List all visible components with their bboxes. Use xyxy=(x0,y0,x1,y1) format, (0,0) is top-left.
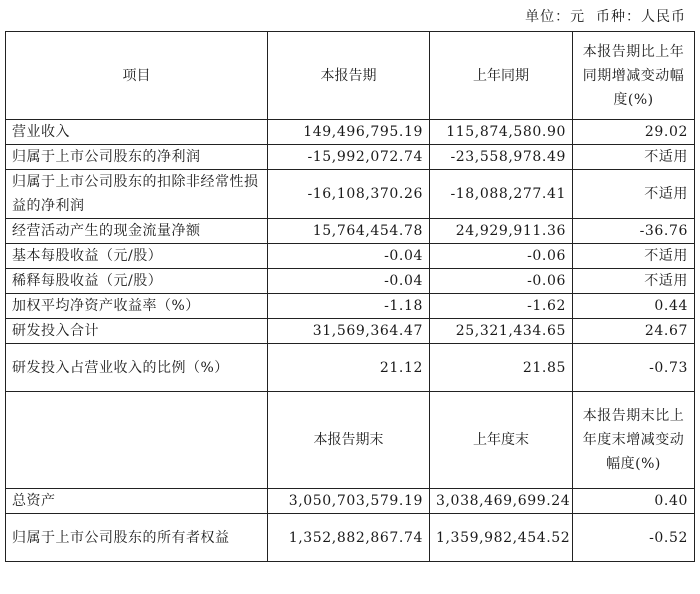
unit-currency-line xyxy=(525,6,686,26)
table-row xyxy=(6,269,695,294)
prior-value: -0.06 xyxy=(430,269,573,294)
current-value: 3,050,703,579.19 xyxy=(268,489,430,514)
subheader-period-end: 本报告期末 xyxy=(268,392,430,489)
current-value: -15,992,072.74 xyxy=(268,145,430,170)
prior-value: 3,038,469,699.24 xyxy=(430,489,573,514)
table-row xyxy=(6,489,695,514)
table-row xyxy=(6,319,695,344)
current-value: -16,108,370.26 xyxy=(268,170,430,219)
table-row xyxy=(6,219,695,244)
current-value: -0.04 xyxy=(268,269,430,294)
change-value: 0.40 xyxy=(573,489,695,514)
change-value: 不适用 xyxy=(573,244,695,269)
current-value: -0.04 xyxy=(268,244,430,269)
header-change-pct: 本报告期比上年同期增减变动幅度(%) xyxy=(573,32,695,120)
current-value: 21.12 xyxy=(268,344,430,392)
currency-label: 币种：人民币 xyxy=(596,9,686,25)
prior-value: -0.06 xyxy=(430,244,573,269)
change-value: 24.67 xyxy=(573,319,695,344)
change-value: 0.44 xyxy=(573,294,695,319)
row-label: 归属于上市公司股东的净利润 xyxy=(6,145,268,170)
table-header-row xyxy=(6,32,695,120)
header-current-period: 本报告期 xyxy=(268,32,430,120)
row-label: 基本每股收益（元/股） xyxy=(6,244,268,269)
current-value: 149,496,795.19 xyxy=(268,120,430,145)
row-label: 归属于上市公司股东的扣除非经常性损益的净利润 xyxy=(6,170,268,219)
current-value: 15,764,454.78 xyxy=(268,219,430,244)
change-value: -36.76 xyxy=(573,219,695,244)
table-row xyxy=(6,244,695,269)
header-item: 项目 xyxy=(6,32,268,120)
row-label: 经营活动产生的现金流量净额 xyxy=(6,219,268,244)
row-label: 加权平均净资产收益率（%） xyxy=(6,294,268,319)
table-row xyxy=(6,294,695,319)
prior-value: 115,874,580.90 xyxy=(430,120,573,145)
change-value: -0.73 xyxy=(573,344,695,392)
current-value: -1.18 xyxy=(268,294,430,319)
row-label: 研发投入占营业收入的比例（%） xyxy=(6,344,268,392)
change-value: 29.02 xyxy=(573,120,695,145)
header-prior-period: 上年同期 xyxy=(430,32,573,120)
row-label: 营业收入 xyxy=(6,120,268,145)
subheader-change-pct: 本报告期末比上年度末增减变动幅度(%) xyxy=(573,392,695,489)
prior-value: -1.62 xyxy=(430,294,573,319)
table-row xyxy=(6,120,695,145)
prior-value: 21.85 xyxy=(430,344,573,392)
current-value: 31,569,364.47 xyxy=(268,319,430,344)
prior-value: -23,558,978.49 xyxy=(430,145,573,170)
change-value: 不适用 xyxy=(573,170,695,219)
table-row xyxy=(6,344,695,392)
current-value: 1,352,882,867.74 xyxy=(268,514,430,562)
row-label: 稀释每股收益（元/股） xyxy=(6,269,268,294)
subheader-item xyxy=(6,392,268,489)
prior-value: 24,929,911.36 xyxy=(430,219,573,244)
row-label: 研发投入合计 xyxy=(6,319,268,344)
prior-value: 25,321,434.65 xyxy=(430,319,573,344)
table-row xyxy=(6,145,695,170)
unit-label: 单位：元 xyxy=(525,9,586,25)
prior-value: 1,359,982,454.52 xyxy=(430,514,573,562)
change-value: 不适用 xyxy=(573,269,695,294)
change-value: 不适用 xyxy=(573,145,695,170)
table-subheader-row xyxy=(6,392,695,489)
row-label: 总资产 xyxy=(6,489,268,514)
subheader-prior-year-end: 上年度末 xyxy=(430,392,573,489)
change-value: -0.52 xyxy=(573,514,695,562)
financial-summary-table xyxy=(5,31,695,562)
table-row xyxy=(6,514,695,562)
table-row xyxy=(6,170,695,219)
prior-value: -18,088,277.41 xyxy=(430,170,573,219)
row-label: 归属于上市公司股东的所有者权益 xyxy=(6,514,268,562)
